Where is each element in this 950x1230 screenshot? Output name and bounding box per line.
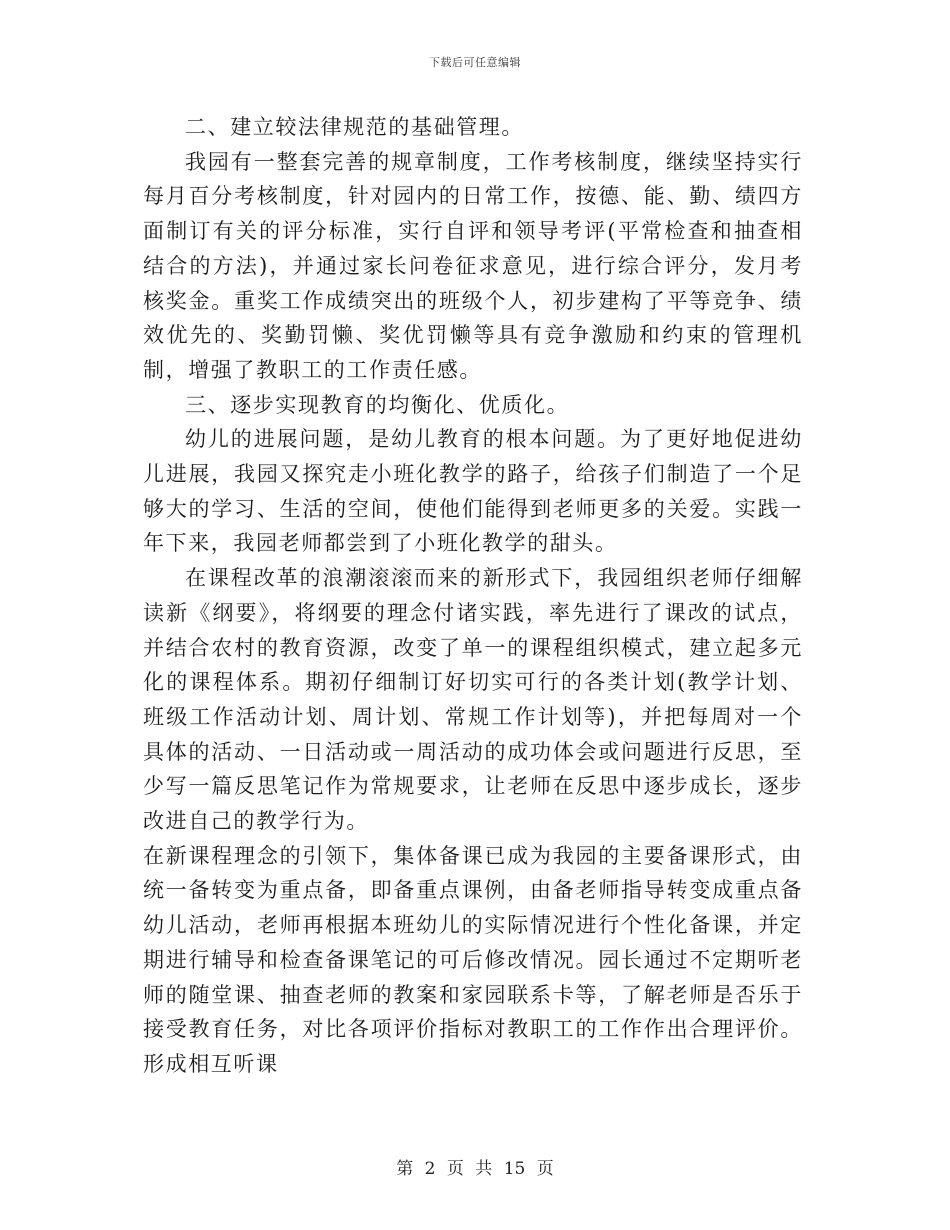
section-heading-2: 二、建立较法律规范的基础管理。 (185, 115, 524, 139)
paragraph: 在新课程理念的引领下，集体备课已成为我园的主要备课形式，由统一备转变为重点备，即备重点课例，由备老师指导转变成重点备幼儿活动，老师再根据本班幼儿的实际情况进行个性化备课，并定期进行辅导和检查备课笔记的可后修改情况。园长通过不定期听老师的随堂课、抽查老师的教案和家园联系卡等，了解老师是否乐于接受教育任务，对比各项评价指标对教职工的工作作出合理评价。形成相互听课 (143, 843, 803, 1076)
paragraph: 幼儿的进展问题，是幼儿教育的根本问题。为了更好地促进幼儿进展，我园又探究走小班化教学的路子，给孩子们制造了一个足够大的学习、生活的空间，使他们能得到老师更多的关爱。实践一年下来，我园老师都尝到了小班化教学的甜头。 (143, 427, 803, 556)
paragraph: 我园有一整套完善的规章制度，工作考核制度，继续坚持实行每月百分考核制度，针对园内的日常工作，按德、能、勤、绩四方面制订有关的评分标准，实行自评和领导考评(平常检查和抽查相结合的方法)，并通过家长问卷征求意见，进行综合评分，发月考核奖金。重奖工作成绩突出的班级个人，初步建构了平等竞争、绩效优先的、奖勤罚懒、奖优罚懒等具有竞争激励和约束的管理机制，增强了教职工的工作责任感。 (143, 149, 803, 382)
section-heading-3: 三、逐步实现教育的均衡化、优质化。 (185, 392, 570, 417)
paragraph: 在课程改革的浪潮滚滚而来的新形式下，我园组织老师仔细解读新《纲要》，将纲要的理念付诸实践，率先进行了课改的试点，并结合农村的教育资源，改变了单一的课程组织模式，建立起多元化的课程体系。期初仔细制订好切实可行的各类计划(教学计划、班级工作活动计划、周计划、常规工作计划等)，并把每周对一个具体的活动、一日活动或一周活动的成功体会或问题进行反思，至少写一篇反思笔记作为常规要求，让老师在反思中逐步成长，逐步改进自己的教学行为。 (143, 566, 803, 834)
document-body (143, 110, 803, 1082)
page-number: 第 2 页 共 15 页 (396, 1159, 554, 1179)
page-header: 下载后可任意编辑 (429, 56, 521, 69)
